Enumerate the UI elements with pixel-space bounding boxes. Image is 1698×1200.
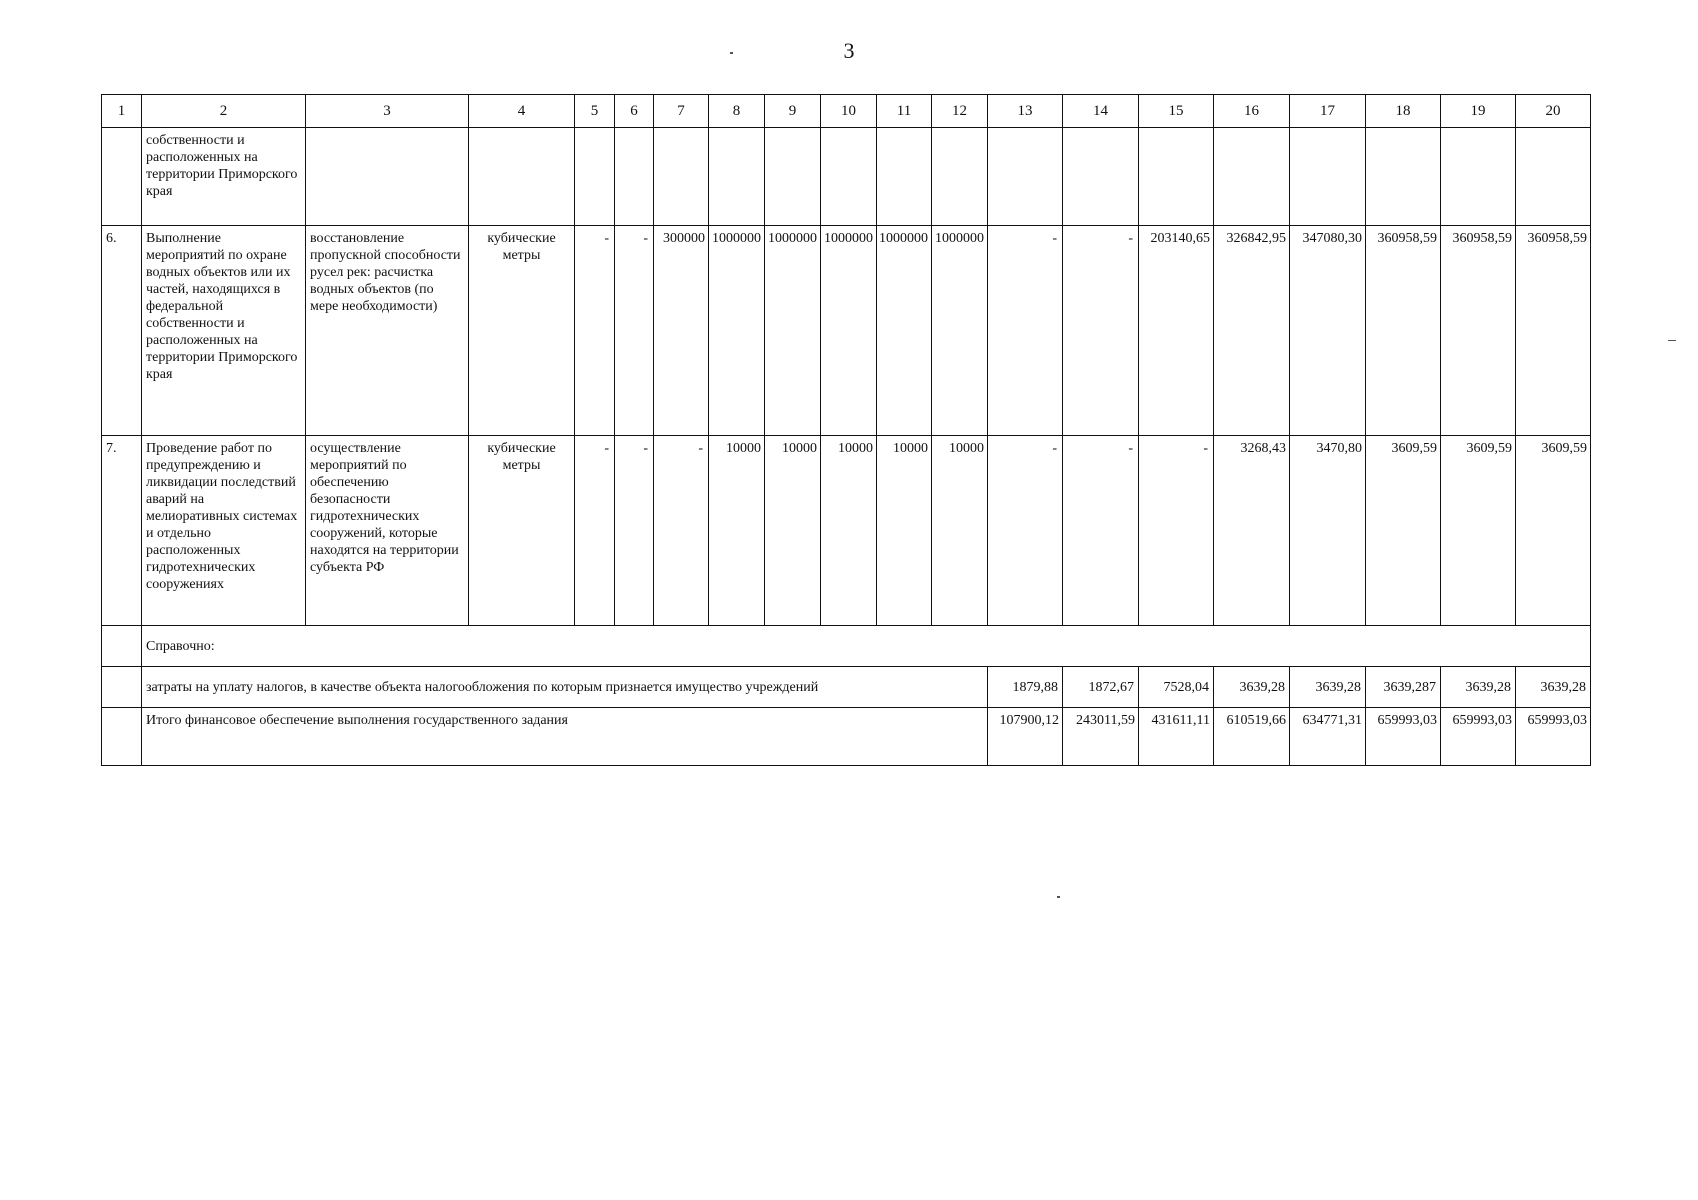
header-row (102, 95, 1591, 128)
row-number-cell (102, 128, 142, 226)
value-cell: 659993,03 (1516, 708, 1591, 766)
activity-content-cell: восстановление пропускной способности русел рек: расчистка водных объектов (по мере необходимости) (306, 226, 469, 436)
header-cell: 13 (988, 95, 1063, 128)
header-cell: 12 (932, 95, 988, 128)
header-cell: 15 (1139, 95, 1214, 128)
table-cell (709, 128, 765, 226)
tax-row (102, 667, 1591, 708)
value-cell: 1000000 (932, 226, 988, 436)
activity-content-cell: осуществление мероприятий по обеспечению безопасности гидротехнических сооружений, которые находятся на территории субъекта РФ (306, 436, 469, 626)
table-cell (1366, 128, 1441, 226)
table-cell (1441, 128, 1516, 226)
value-cell: 1879,88 (988, 667, 1063, 708)
table-cell (765, 128, 821, 226)
scan-speck (1668, 340, 1676, 341)
table-cell (988, 128, 1063, 226)
unit-cell: кубические метры (469, 226, 575, 436)
value-cell: 3639,287 (1366, 667, 1441, 708)
header-cell: 3 (306, 95, 469, 128)
header-cell: 20 (1516, 95, 1591, 128)
scan-speck (730, 52, 733, 54)
header-cell: 16 (1214, 95, 1290, 128)
reference-row (102, 626, 1591, 667)
value-cell: 431611,11 (1139, 708, 1214, 766)
value-cell: 10000 (709, 436, 765, 626)
row-number-cell (102, 708, 142, 766)
total-row-label: Итого финансовое обеспечение выполнения государственного задания (142, 708, 988, 766)
header-cell: 5 (575, 95, 615, 128)
value-cell: - (988, 436, 1063, 626)
row-number-cell: 6. (102, 226, 142, 436)
tax-row-label: затраты на уплату налогов, в качестве объекта налогообложения по которым признается имущество учреждений (142, 667, 988, 708)
table-row-continuation (102, 128, 1591, 226)
value-cell: 3639,28 (1214, 667, 1290, 708)
value-cell: 360958,59 (1366, 226, 1441, 436)
value-cell: - (575, 226, 615, 436)
value-cell: 1872,67 (1063, 667, 1139, 708)
value-cell: 659993,03 (1441, 708, 1516, 766)
table-row-6 (102, 226, 1591, 436)
header-cell: 8 (709, 95, 765, 128)
activity-name-cell: собственности и расположенных на территории Приморского края (142, 128, 306, 226)
value-cell: 659993,03 (1366, 708, 1441, 766)
table-row-7 (102, 436, 1591, 626)
header-cell: 18 (1366, 95, 1441, 128)
header-cell: 11 (877, 95, 932, 128)
activity-name-cell: Проведение работ по предупреждению и ликвидации последствий аварий на мелиоративных системах и отдельно расположенных гидротехнических сооружениях (142, 436, 306, 626)
header-cell: 7 (654, 95, 709, 128)
table-cell (615, 128, 654, 226)
value-cell: 10000 (877, 436, 932, 626)
value-cell: - (988, 226, 1063, 436)
value-cell: - (575, 436, 615, 626)
table-cell (1516, 128, 1591, 226)
table-cell (1063, 128, 1139, 226)
table-cell (1214, 128, 1290, 226)
value-cell: 360958,59 (1441, 226, 1516, 436)
table-cell (469, 128, 575, 226)
row-number-cell: 7. (102, 436, 142, 626)
value-cell: 326842,95 (1214, 226, 1290, 436)
page-number: 3 (843, 38, 855, 63)
value-cell: 10000 (821, 436, 877, 626)
value-cell: 610519,66 (1214, 708, 1290, 766)
value-cell: 107900,12 (988, 708, 1063, 766)
financial-table (101, 94, 1591, 766)
header-cell: 1 (102, 95, 142, 128)
value-cell: 10000 (932, 436, 988, 626)
value-cell: 203140,65 (1139, 226, 1214, 436)
row-number-cell (102, 667, 142, 708)
table-cell (1290, 128, 1366, 226)
value-cell: 300000 (654, 226, 709, 436)
table-cell (932, 128, 988, 226)
table-cell (575, 128, 615, 226)
header-cell: 17 (1290, 95, 1366, 128)
value-cell: 3639,28 (1290, 667, 1366, 708)
header-cell: 9 (765, 95, 821, 128)
value-cell: 243011,59 (1063, 708, 1139, 766)
header-cell: 10 (821, 95, 877, 128)
row-number-cell (102, 626, 142, 667)
value-cell: 3609,59 (1366, 436, 1441, 626)
value-cell: 3609,59 (1441, 436, 1516, 626)
scan-speck (1057, 896, 1060, 898)
value-cell: 3268,43 (1214, 436, 1290, 626)
value-cell: - (1063, 436, 1139, 626)
unit-cell: кубические метры (469, 436, 575, 626)
value-cell: 347080,30 (1290, 226, 1366, 436)
value-cell: 3639,28 (1516, 667, 1591, 708)
value-cell: 1000000 (765, 226, 821, 436)
value-cell: 1000000 (709, 226, 765, 436)
value-cell: 7528,04 (1139, 667, 1214, 708)
value-cell: - (615, 226, 654, 436)
value-cell: - (654, 436, 709, 626)
header-cell: 4 (469, 95, 575, 128)
total-row (102, 708, 1591, 766)
header-cell: 2 (142, 95, 306, 128)
value-cell: 360958,59 (1516, 226, 1591, 436)
value-cell: - (1063, 226, 1139, 436)
value-cell: - (1139, 436, 1214, 626)
table-cell (877, 128, 932, 226)
value-cell: 1000000 (877, 226, 932, 436)
header-cell: 19 (1441, 95, 1516, 128)
table-cell (306, 128, 469, 226)
table-cell (1139, 128, 1214, 226)
table-cell (821, 128, 877, 226)
value-cell: 3609,59 (1516, 436, 1591, 626)
header-cell: 6 (615, 95, 654, 128)
reference-label: Справочно: (142, 626, 1591, 667)
activity-name-cell: Выполнение мероприятий по охране водных объектов или их частей, находящихся в федеральной собственности и расположенных на территории Приморского края (142, 226, 306, 436)
value-cell: 634771,31 (1290, 708, 1366, 766)
value-cell: 10000 (765, 436, 821, 626)
value-cell: 1000000 (821, 226, 877, 436)
table-cell (654, 128, 709, 226)
header-cell: 14 (1063, 95, 1139, 128)
value-cell: 3639,28 (1441, 667, 1516, 708)
value-cell: 3470,80 (1290, 436, 1366, 626)
value-cell: - (615, 436, 654, 626)
